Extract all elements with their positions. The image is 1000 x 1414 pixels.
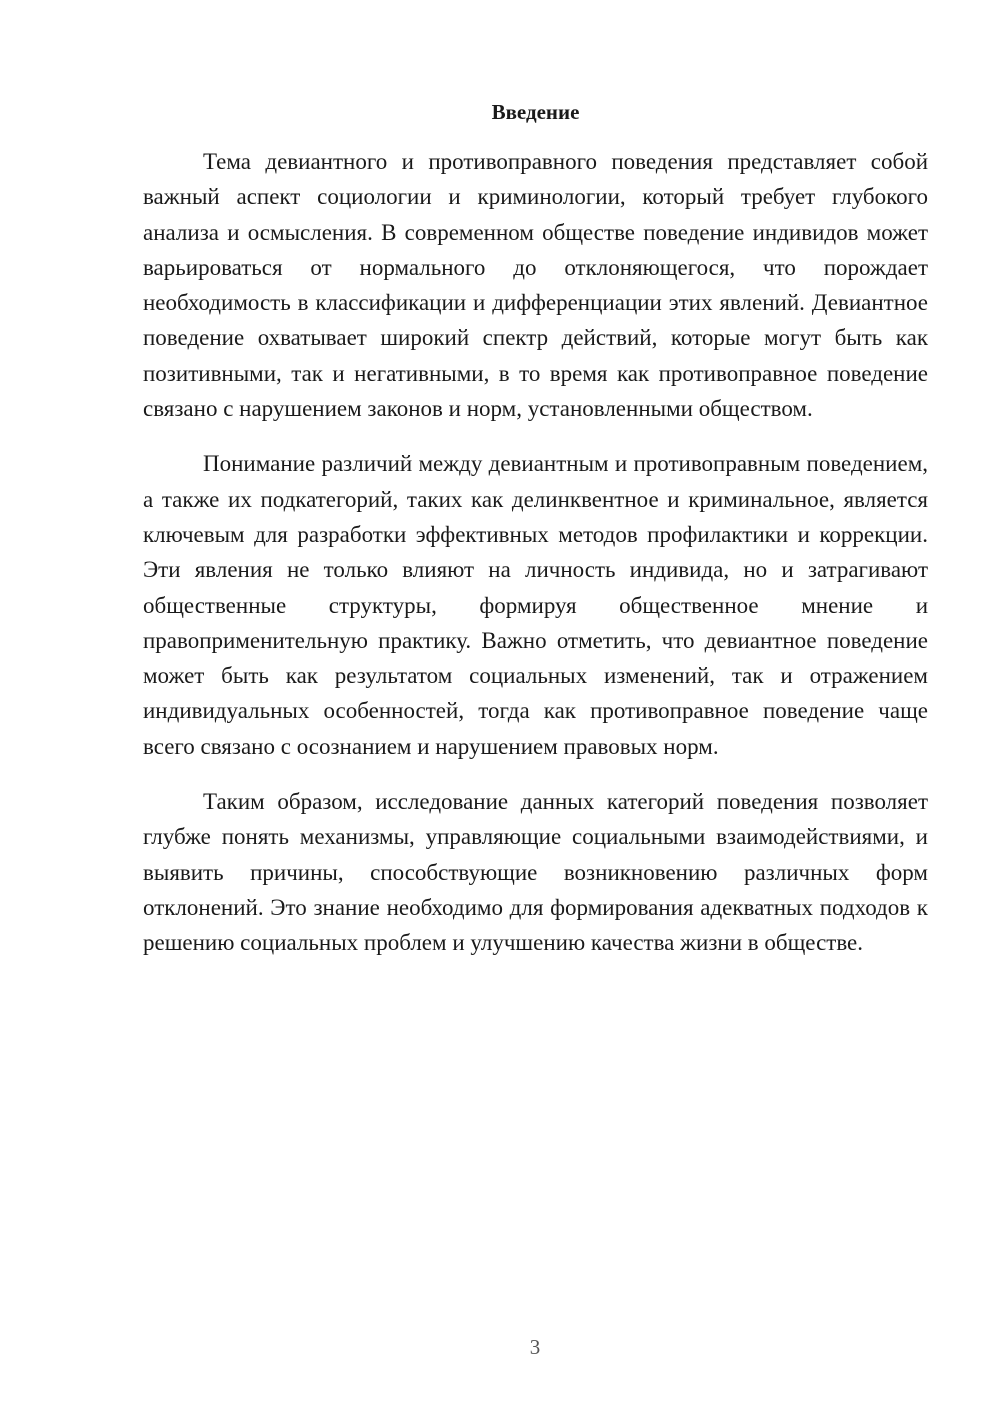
paragraph-2: Понимание различий между девиантным и противоправным поведением, а также их подкатегорий, таких как делинквентное и криминальное, является ключевым для разработки эффективных методов профилактики и коррекции. Эти явления не только влияют на личность индивида, но и затрагивают общественные структуры, формируя общественное мнение и правоприменительную практику. Важно отметить, что девиантное поведение может быть как результатом социальных изменений, так и отражением индивидуальных особенностей, тогда как противоправное поведение чаще всего связано с осознанием и нарушением правовых норм. xyxy=(143,451,928,759)
page-number: 3 xyxy=(529,1335,541,1359)
paragraph-1: Тема девиантного и противоправного поведения представляет собой важный аспект социологии и криминологии, который требует глубокого анализа и осмысления. В современном обществе поведение индивидов может варьироваться от нормального до отклоняющегося, что порождает необходимость в классификации и дифференциации этих явлений. Девиантное поведение охватывает широкий спектр действий, которые могут быть как позитивными, так и негативными, в то время как противоправное поведение связано с нарушением законов и норм, установленными обществом. xyxy=(143,149,928,422)
document-body xyxy=(143,144,928,981)
paragraph-3: Таким образом, исследование данных категорий поведения позволяет глубже понять механизмы, управляющие социальными взаимодействиями, и выявить причины, способствующие возникновению различных форм отклонений. Это знание необходимо для формирования адекватных подходов к решению социальных проблем и улучшению качества жизни в обществе. xyxy=(143,789,928,956)
section-title: Введение xyxy=(491,100,580,124)
